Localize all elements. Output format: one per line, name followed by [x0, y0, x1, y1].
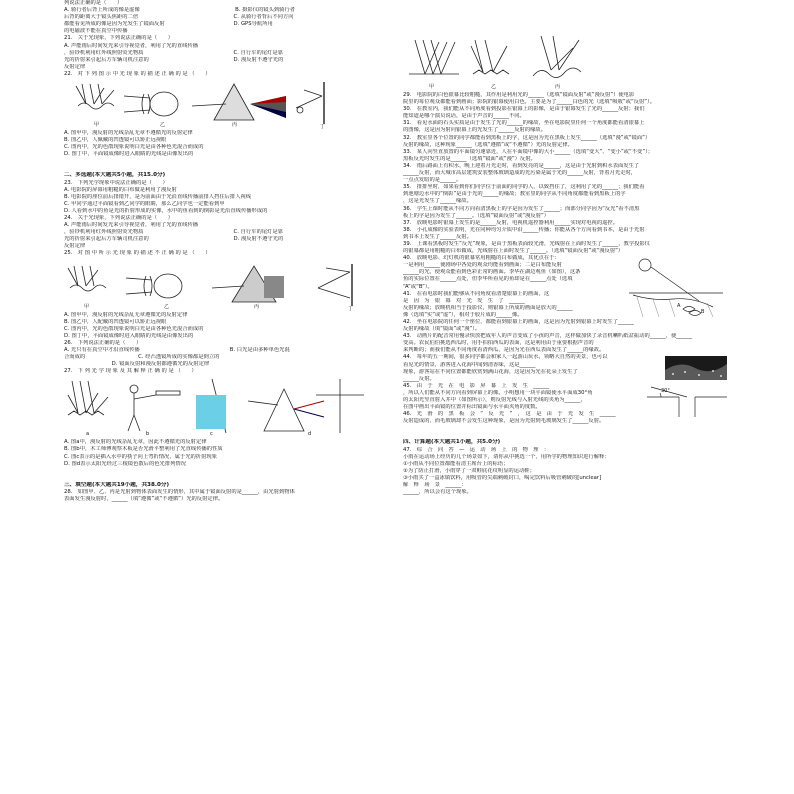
- text-line: 解 释 场 景 ______：: [403, 481, 467, 488]
- question-41: 41. 在看电影时我们能够从不同角度看清楚银幕上的画面，这: [403, 290, 550, 297]
- text-line: ③小雨买了一盒冰镇饮料，用吸管的尖端刺破封口，喝完饮料后吸管刺破的[unclear]: [403, 474, 602, 481]
- figure-label: b: [146, 431, 150, 438]
- q28-diagram: [403, 30, 603, 92]
- figure-label: a: [86, 431, 90, 438]
- text-line: C. 图丙中，光的色散现象说明白光是由各种色光混合而成的: [64, 325, 204, 332]
- q22-figure: [64, 78, 390, 130]
- text-line: 的太阳光竖直射入井中（如图所示），则反射光线与入射光线的夹角为______，: [403, 397, 586, 404]
- text-line: 表面发生漫反射时，______（填“遵循”或“不遵循”）光的反射定律。: [64, 495, 224, 502]
- figure-label: 甲: [84, 303, 90, 310]
- point-label: B: [701, 309, 705, 316]
- text-line: 列说法正确的是（ ）: [64, 0, 123, 6]
- q22-diagram: [64, 78, 390, 130]
- question-33: 33. 某人向竖直放置的平面镜匀速靠近，人在平面镜中像的大小______（选填“变大”、“变小”或“不变”）；: [403, 148, 654, 155]
- text-line: ______反射，而大城市高层建筑安装整体玻璃造成的光污染是属于光的______反射，背着月光走时，: [403, 170, 637, 177]
- text-line: 的银幕都是用粗糙的白布做成，光线射在上面时发生了______。（选填“镜面反射”或“漫反射”）: [403, 248, 624, 255]
- figure-label: 丁: [348, 305, 354, 312]
- text-line: 光的折射来引起后方车辆司机注意的 D. 漫反射不遵守光的: [64, 236, 284, 243]
- question-44: 44. 每年的五一期间，很多同学都会和家人一起游山玩水，领略大自然的美景，也可以: [403, 354, 608, 361]
- figure-label: 乙: [160, 122, 166, 129]
- figure-label: 乙: [164, 303, 170, 310]
- question-42: 42. 坐在电影院的任何一个座位，都能看到银幕上的画面，这是因为光射到银幕上时发生了______: [403, 319, 634, 325]
- text-line: 到书本上发生了______反射。: [403, 233, 472, 240]
- text-line: D. 镜面反射和漫反射都遵循光的反射定律: [64, 361, 210, 368]
- question-43: 43. 动画片的配音常用慢录快放把成年人的声音变成了小孩的声音，这样做加快了录音机喇叭纸盆振动的______，使______: [403, 333, 693, 340]
- text-line: 黑板反光时发生的是______（选填“镜面”或“漫”）反射。: [403, 155, 536, 162]
- figure-label: 丙: [232, 122, 238, 129]
- question-35: 35. 排排坐时，如果看到你们同学位于前面的同学的人，以致挡住了，这利用了光的______；我们能看: [403, 184, 645, 191]
- figure-label: 丙: [555, 84, 561, 90]
- text-line: B. 图乙中，人佩戴的凹透镜可以矫正远视眼: [64, 137, 167, 144]
- text-line: A. 声能雨后时间发光来引导视觉者，利用了光的直线传播: [64, 42, 199, 49]
- text-line: 反射定律: [64, 63, 86, 70]
- left-column: [64, 0, 390, 794]
- figure-label: c: [210, 431, 213, 438]
- question-30: 30. 在教室内，我们能从不同角度看到投影在银幕上的影像，是由于银幕发生了光的______反射；我们: [403, 106, 645, 113]
- text-line: D. 图丁中，平面镜成像时进入眼睛的光线是由像发出的: [64, 151, 194, 158]
- text-line: A. 骑行者后背上所成的像是虚像 B. 摄影仪的镜头到骑行者: [64, 7, 296, 14]
- question-24: 24. 关于光现象，下列说法正确的是（ ）: [64, 214, 174, 221]
- text-line: 的电磁波不能在真空中传播: [64, 28, 128, 35]
- text-line: 院里的每位观众都能看到画面；影院的银幕使用白色，主要是为了______白色的光（选填“吸收”或“反射”）。: [403, 99, 655, 106]
- question-32: 32. 教室里各个位置的同学都能看到黑板上的字，这是因为光在黑板上发生______（选填“漫”或“镜面”）: [403, 134, 651, 141]
- question-38: 38. 小孔成像的实验表明，光在同种均匀介质中沿______传播；你能从各个方向看到书本，是由于光射: [403, 226, 645, 233]
- text-line: ，验钞机利用红外线照射荧光物质 C. 自行车的尾灯是靠: [64, 229, 283, 236]
- text-line: 反射定律: [64, 243, 86, 250]
- text-line: A. 声能雨后时间发光来引导视觉者，利用了光的直线传播: [64, 222, 199, 229]
- text-line: A. 光只有在真空中才沿直线传播 B. 白光是由多种单色光混: [64, 347, 290, 353]
- q27-diagram: [64, 375, 390, 439]
- text-line: 现象，游客站在不同位置都能欣赏到满山花海，这是因为光在花朵上发生了: [403, 368, 578, 375]
- text-line: ，所以人们能从不同方向看到屏幕上的像。小明想用一块平面镜使水平面成30°角: [403, 389, 593, 396]
- text-line: 像（选填“实”或“虚”），相对于胶片成的______像。: [403, 311, 523, 318]
- text-line: 一是利用______使剧场中各处的观众均能看到画面；二是白布能反射: [403, 262, 562, 269]
- question-21: 21. 关于光现象，下列说法正确的是（ ）: [64, 35, 174, 42]
- question-28: 28. 如图甲、乙、丙是光射到物体表面发生的情形，其中属于镜面反射的是______，由光射到物体: [64, 488, 295, 495]
- q40-block: [403, 255, 729, 319]
- question-27: 27. 下 列 光 学 现 象 及 其 解 释 正 确 的 是 （ ）: [64, 368, 197, 375]
- text-line: ______，所以会有这个现象。: [403, 489, 472, 496]
- text-line: C. 图c表示的是插入水中的筷子向上弯折情况，属于光的折射现象: [64, 453, 217, 460]
- text-line: “A”或“B”）。: [403, 283, 433, 290]
- question-45: 45. 由 于 光 在 电 影 屏 幕 上 发 生 ______: [403, 382, 550, 389]
- question-34: 34. 雨后路面上有积水，晚上迎着月光走时，看到发亮的是______，这是由于光射到积水表面发生了: [403, 162, 640, 169]
- text-line: 后背的距离大于镜头焦距的二倍 C. 从骑行者背后不同方向: [64, 14, 294, 21]
- text-line: 光的折射来引起后方车辆司机注意的 D. 漫反射不遵守光的: [64, 56, 284, 63]
- figure-label: 甲: [94, 122, 100, 129]
- text-line: 反射的缘故；放映机相当于投影仪，则银幕上所成的画面是放大的______: [403, 304, 573, 311]
- text-line: ，这是光发生了______缘故。: [403, 198, 472, 205]
- text-line: 反射的缘故，这种现象______（选填“遵循”或“不遵循”）光的反射定律。: [403, 141, 573, 148]
- text-line: A. 电影院的屏幕用粗糙的白布做是利用了漫反射: [64, 186, 177, 193]
- figure-label: 丁: [320, 124, 326, 131]
- flower-field-photo: [665, 356, 727, 380]
- text-line: 都能看见所成的像是因为光发生了镜面反射 D. GPS导航所用: [64, 21, 273, 28]
- figure-label: 丙: [254, 303, 260, 310]
- text-line: 反射造成的，而毛玻璃却不会发生这种现象，是因为光射到毛玻璃发生了______反射。: [403, 418, 605, 425]
- section-heading: 四、计算题(本大题共1小题，共5.0分): [403, 439, 501, 446]
- q25-diagram: [64, 258, 390, 312]
- q25-figure: [64, 258, 390, 312]
- figure-label: 甲: [429, 84, 435, 90]
- section-heading: 三、填空题(本大题共19小题，共38.0分): [64, 481, 170, 488]
- q45-figure: [647, 383, 727, 417]
- well-diagram: [647, 383, 727, 417]
- text-line: 反射的缘故（填“镜面”或“漫”）。: [403, 326, 481, 333]
- question-25: 25. 对 图 中 所 示 光 现 象 的 描 述 不 正 确 的 是 （ ）: [64, 250, 211, 257]
- question-26: 26. 下列说法正确的是（ ）: [64, 339, 142, 346]
- q27-figure: [64, 375, 390, 439]
- text-line: 鱼的实际位置在______点处，但李华所看见的鱼却是在______点处（选填: [403, 276, 573, 283]
- question-40: 40. 放映电影、幻灯机的银幕常用粗糙的白布做成，其优点在于：: [403, 255, 560, 262]
- question-46: 46. 光 滑 的 黑 板 会 “ 反 光 ” ， 这 是 由 于 光 发 生 ______: [403, 411, 616, 418]
- text-line: B. 电影院的座位前后排错开，是为前面由于光沿直线传播前排人挡住后排人视线: [64, 193, 252, 200]
- text-line: 板上的字是因为发生了______。（选填“镜面反射”或“漫反射”）: [403, 212, 550, 219]
- text-line: 一点点发暗的是______。: [403, 177, 462, 184]
- text-line: 来判断的；而我们能从不同角度看清西瓜，是因为光在西瓜表面发生了______的缘故。: [403, 347, 605, 354]
- angle-label: 30°: [661, 387, 670, 394]
- text-line: A. 图甲中，漫反射的光线杂乱无章不遵循光的反射定律: [64, 130, 193, 137]
- text-line: 小雨在运动场上经历的几个场景如下，请你从中挑选一个，用所学的物理知识进行解释：: [403, 453, 610, 460]
- text-line: ______的光，使观众能看到色彩正常的画面。李华在湖边观鱼（如图），这条: [403, 269, 581, 276]
- text-line: A. 图a中，漫反射的光线杂乱无章，因此不遵循光的反射定律: [64, 439, 207, 446]
- text-line: 能知道是哪个演员说话，是由于声音的______不同。: [403, 113, 525, 120]
- text-line: D. 图丁中，平面镜成像时进入眼睛的光线是由像发出的: [64, 332, 194, 339]
- section-heading: 二、多选题(本大题共5小题，共15.0分): [64, 172, 166, 179]
- text-line: 到池塘边水中的“倒影”是由于光的______的缘故；教室里的同学从不同角度都能看到黑板上的字: [403, 191, 626, 198]
- text-line: 看见光的情景，游客进入花海中闻到清香味，这是______: [403, 361, 536, 368]
- q40-figure: [623, 255, 727, 319]
- text-line: 是 因 为 银 幕 对 光 发 生 了 ______: [403, 297, 525, 304]
- text-line: D. 图d表示太阳光经过三棱镜色散后的色光排列情况: [64, 460, 187, 467]
- question-29: 29. 电影院的白色银幕比较粗糙，其作用是利用光的______（选填“镜面反射”或“漫反射”）使电影: [403, 92, 635, 98]
- text-line: A. 图甲中，漫反射的光线杂乱无章遵循光的反射定律: [64, 311, 188, 318]
- text-line: 合而成的 C. 经凸透镜所成的实像都是倒立的: [64, 354, 220, 361]
- text-line: D. 人看到水中的鱼是光的折射形成的实像，水中的鱼看到的倒影是光沿直线传播形成的: [64, 207, 268, 214]
- text-line: ，验钞机利用红外线照射荧光物质 C. 自行车的尾灯是靠: [64, 49, 283, 56]
- question-22: 22. 对 下 列 图 示 中 光 现 象 的 描 述 正 确 的 是 （ ）: [64, 70, 211, 77]
- question-39: 39. 上课看黑板时发生“反光”现象，是由于黑板表面较光滑，光线射在上面时发生了______，教学投影仪: [403, 240, 650, 247]
- text-line: ①小雨从不同位置都能看清主席台上的标语；: [403, 460, 509, 467]
- text-line: B. 图乙中，人配戴的凹透镜可以矫正远视眼: [64, 318, 167, 325]
- question-37: 37. 放映电影时银幕上发生的是______反射，电视机遥控器利用______实现对电视的遥控。: [403, 219, 619, 226]
- fish-diagram: [623, 255, 727, 319]
- text-line: 变高。农民伯伯挑选西瓜时，用手拍拍西瓜的表面，这是利用由于重要根据声音的: [403, 340, 594, 347]
- right-column: [403, 0, 729, 794]
- point-label: A: [677, 303, 681, 310]
- question-31: 31. 看见水面的石头实质是由于发生了光的______的缘故，坐在电影院里任何一个角度都能看清银幕上: [403, 120, 645, 127]
- text-line: B. 图b中，木工师傅观察木板是否光滑平整利用了光直线传播的性质: [64, 446, 223, 453]
- text-line: 在图中画出平面镜的位置并标出镜面与水平面夹角的度数。: [403, 404, 541, 411]
- question-36: 36. 学生上课时能从不同方向看清黑板上的字是因为发生了______；而部分同学因为“反光”看不清黑: [403, 205, 640, 212]
- q44-block: [403, 354, 729, 382]
- text-line: ______反射。: [403, 375, 435, 382]
- question-47: 47. 综 合 问 答 — 运 动 场 上 的 物 理 ：: [403, 446, 550, 453]
- text-line: C. 图丙中，光的色散现象说明白光是由各种色光混合而成的: [64, 144, 204, 151]
- text-line: ②为了防止打滑，小雨穿了一双鞋底花纹明显的运动鞋；: [403, 467, 535, 474]
- q28-figure: [403, 30, 729, 92]
- text-line: C. 甲同学通过平面镜看到乙同学的眼睛，那么乙同学也一定能看到甲: [64, 200, 225, 207]
- question-23: 23. 下列光学现象中说法正确的是（ ）: [64, 179, 168, 186]
- figure-label: 乙: [491, 84, 497, 90]
- text-line: 的图像，这是因为射向银幕上的光发生了______反射的缘故。: [403, 127, 547, 134]
- figure-label: d: [308, 431, 312, 438]
- q45-block: [403, 383, 729, 411]
